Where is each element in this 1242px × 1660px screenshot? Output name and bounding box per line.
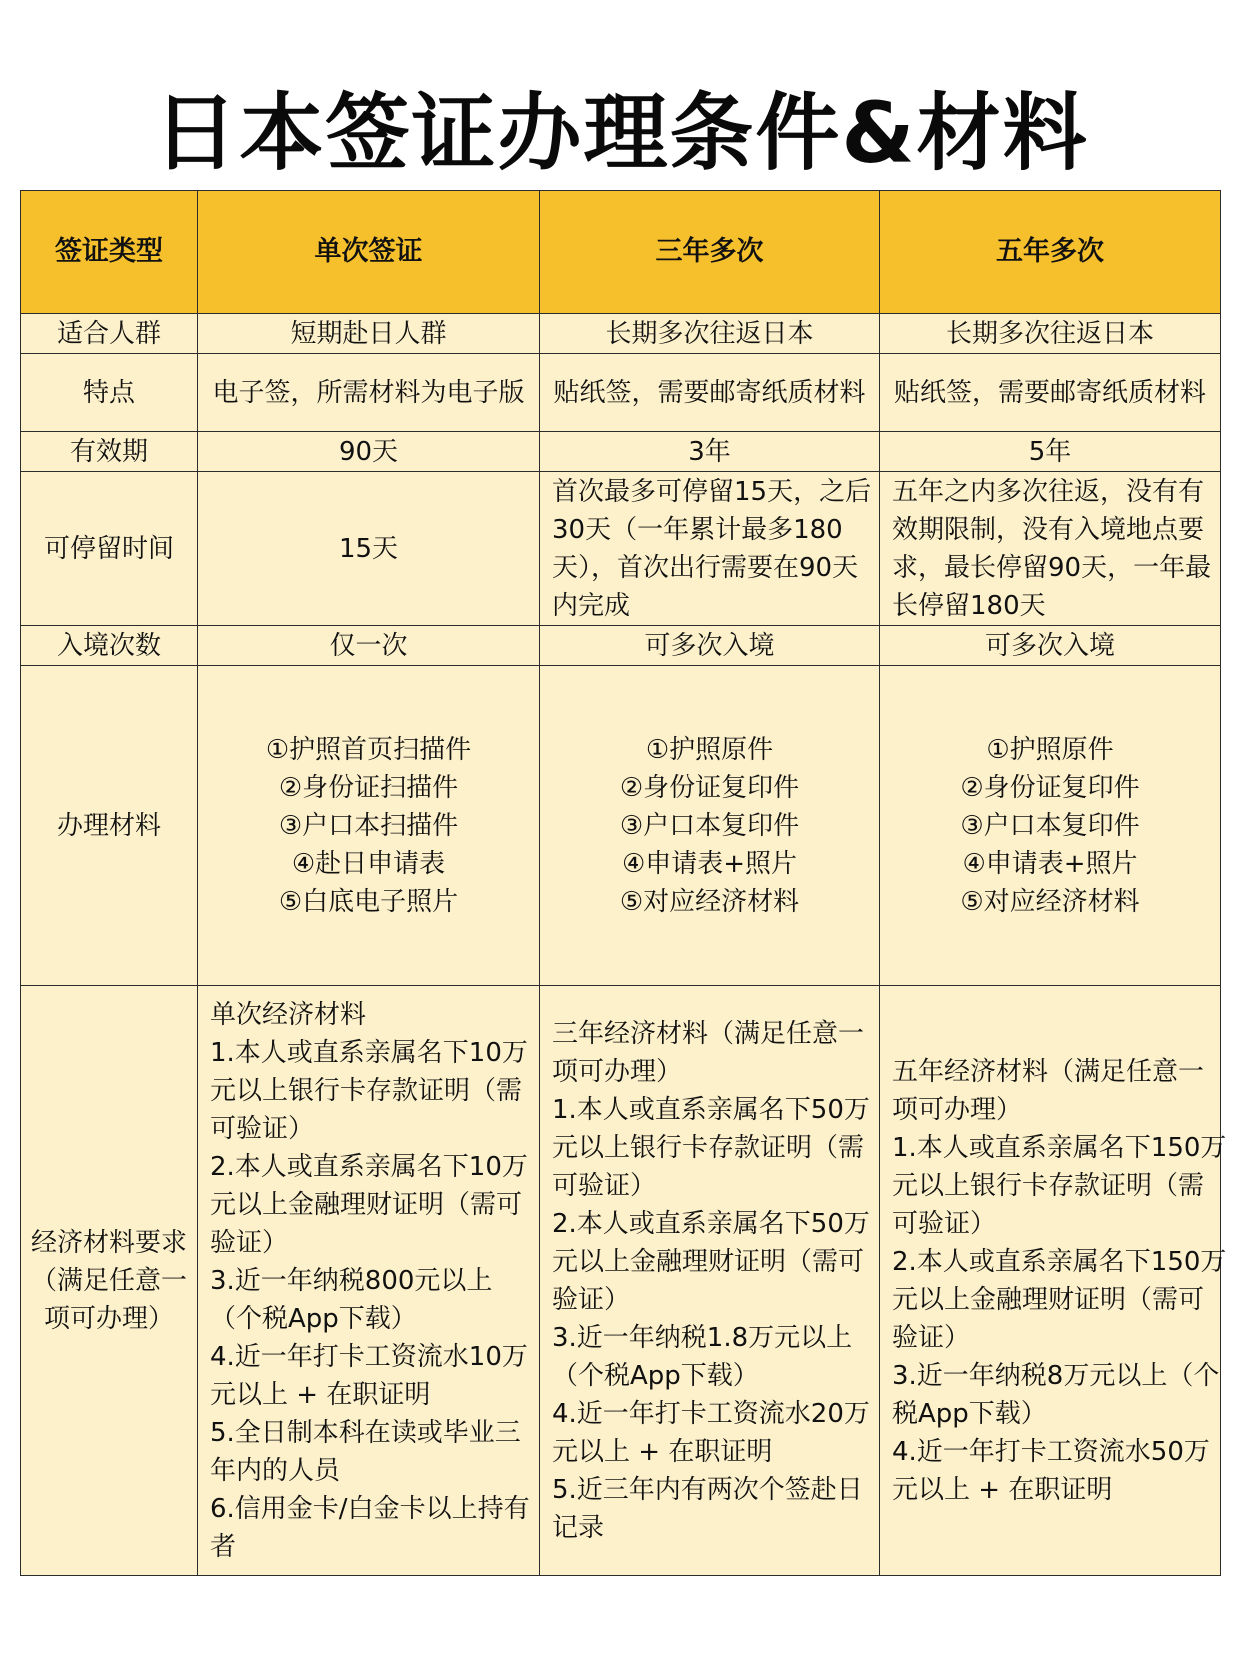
text-line: 年内的人员 xyxy=(210,1455,341,1486)
cell-stay-three-year xyxy=(540,472,880,626)
row-label-stay: 可停留时间 xyxy=(21,472,198,626)
text-line: 元以上 + 在职证明 xyxy=(892,1474,1113,1505)
text-line: （个税App下载） xyxy=(552,1360,759,1391)
cell-materials-three-year xyxy=(540,666,880,986)
text-line: 验证） xyxy=(210,1227,289,1258)
row-financial xyxy=(21,986,1221,1576)
text-line: 3.近一年纳税800元以上 xyxy=(210,1265,493,1296)
cell-entries-three-year: 可多次入境 xyxy=(540,626,880,666)
text-line: 5.近三年内有两次个签赴日 xyxy=(552,1474,863,1505)
cell-suitable-single: 短期赴日人群 xyxy=(198,314,540,354)
text-line: 首次最多可停留15天，之后 xyxy=(552,476,872,507)
text-line: 元以上金融理财证明（需可 xyxy=(892,1284,1205,1315)
text-line: 30天（一年累计最多180 xyxy=(552,514,843,545)
text-line: 1.本人或直系亲属名下10万 xyxy=(210,1037,528,1068)
text-line: 元以上金融理财证明（需可 xyxy=(210,1189,523,1220)
material-item: ①护照首页扫描件 xyxy=(265,734,472,765)
text-line: 元以上金融理财证明（需可 xyxy=(552,1246,865,1277)
material-item: ④赴日申请表 xyxy=(291,848,446,879)
row-label-suitable: 适合人群 xyxy=(21,314,198,354)
text-line: 元以上银行卡存款证明（需 xyxy=(892,1170,1205,1201)
cell-stay-single: 15天 xyxy=(198,472,540,626)
material-item: ①护照原件 xyxy=(986,734,1114,765)
text-line: 求，最长停留90天，一年最 xyxy=(892,552,1212,583)
text-line: 6.信用金卡/白金卡以上持有 xyxy=(210,1493,530,1524)
text-line: 3.近一年纳税8万元以上（个 xyxy=(892,1360,1220,1391)
material-item: ③户口本复印件 xyxy=(960,810,1140,841)
row-materials xyxy=(21,666,1221,986)
row-suitable xyxy=(21,314,1221,354)
header-five-year: 五年多次 xyxy=(880,191,1221,314)
header-three-year: 三年多次 xyxy=(540,191,880,314)
row-label-features: 特点 xyxy=(21,354,198,432)
label-line: （满足任意一 xyxy=(30,1265,187,1296)
material-item: ①护照原件 xyxy=(645,734,774,765)
cell-features-five-year: 贴纸签，需要邮寄纸质材料 xyxy=(880,354,1221,432)
row-validity xyxy=(21,432,1221,472)
cell-materials-single xyxy=(198,666,540,986)
label-line: 项可办理） xyxy=(43,1303,174,1334)
material-item: ⑤对应经济材料 xyxy=(960,886,1140,917)
cell-validity-single: 90天 xyxy=(198,432,540,472)
material-item: ⑤白底电子照片 xyxy=(278,886,459,917)
cell-features-single: 电子签，所需材料为电子版 xyxy=(198,354,540,432)
text-line: 4.近一年打卡工资流水10万 xyxy=(210,1341,528,1372)
text-line: 内完成 xyxy=(552,590,631,621)
text-line: 可验证） xyxy=(892,1208,997,1239)
text-line: 1.本人或直系亲属名下150万 xyxy=(892,1132,1227,1163)
text-line: 3.近一年纳税1.8万元以上 xyxy=(552,1322,853,1353)
row-label-validity: 有效期 xyxy=(21,432,198,472)
material-item: ②身份证扫描件 xyxy=(278,772,459,803)
text-line: 元以上银行卡存款证明（需 xyxy=(210,1075,523,1106)
text-line: 单次经济材料 xyxy=(210,999,367,1030)
row-stay xyxy=(21,472,1221,626)
text-line: 验证） xyxy=(892,1322,971,1353)
page-title: 日本签证办理条件&材料 xyxy=(153,84,1089,182)
row-entries xyxy=(21,626,1221,666)
text-line: 验证） xyxy=(552,1284,631,1315)
material-item: ④申请表+照片 xyxy=(621,848,798,879)
material-item: ②身份证复印件 xyxy=(619,772,800,803)
row-label-financial xyxy=(21,986,198,1576)
cell-stay-five-year xyxy=(880,472,1221,626)
material-item: ②身份证复印件 xyxy=(960,772,1140,803)
cell-suitable-five-year: 长期多次往返日本 xyxy=(880,314,1221,354)
text-line: 效期限制，没有入境地点要 xyxy=(892,514,1205,545)
text-line: 1.本人或直系亲属名下50万 xyxy=(552,1094,870,1125)
header-single-entry: 单次签证 xyxy=(198,191,540,314)
material-item: ③户口本扫描件 xyxy=(278,810,459,841)
cell-validity-five-year: 5年 xyxy=(880,432,1221,472)
text-line: 2.本人或直系亲属名下150万 xyxy=(892,1246,1227,1277)
cell-validity-three-year: 3年 xyxy=(540,432,880,472)
material-item: ⑤对应经济材料 xyxy=(619,886,800,917)
text-line: 元以上 + 在职证明 xyxy=(552,1436,773,1467)
cell-financial-single xyxy=(198,986,540,1576)
visa-comparison-table xyxy=(20,190,1227,1576)
header-row xyxy=(21,191,1221,314)
text-line: 元以上银行卡存款证明（需 xyxy=(552,1132,865,1163)
text-line: 2.本人或直系亲属名下50万 xyxy=(552,1208,870,1239)
text-line: （个税App下载） xyxy=(210,1303,417,1334)
text-line: 五年之内多次往返，没有有 xyxy=(892,476,1205,507)
text-line: 税App下载） xyxy=(892,1398,1047,1429)
cell-financial-three-year xyxy=(540,986,880,1576)
text-line: 记录 xyxy=(552,1512,605,1543)
row-label-entries: 入境次数 xyxy=(21,626,198,666)
text-line: 项可办理） xyxy=(552,1056,683,1087)
text-line: 者 xyxy=(210,1531,237,1562)
text-line: 天），首次出行需要在90天 xyxy=(552,552,859,583)
row-label-materials: 办理材料 xyxy=(21,666,198,986)
cell-materials-five-year xyxy=(880,666,1221,986)
cell-entries-single: 仅一次 xyxy=(198,626,540,666)
text-line: 可验证） xyxy=(210,1113,315,1144)
row-features xyxy=(21,354,1221,432)
cell-financial-five-year xyxy=(880,986,1227,1576)
text-line: 五年经济材料（满足任意一 xyxy=(892,1056,1205,1087)
header-visa-type: 签证类型 xyxy=(21,191,198,314)
text-line: 4.近一年打卡工资流水20万 xyxy=(552,1398,870,1429)
text-line: 项可办理） xyxy=(892,1094,1023,1125)
material-item: ④申请表+照片 xyxy=(962,848,1138,879)
cell-suitable-three-year: 长期多次往返日本 xyxy=(540,314,880,354)
cell-entries-five-year: 可多次入境 xyxy=(880,626,1221,666)
cell-features-three-year: 贴纸签，需要邮寄纸质材料 xyxy=(540,354,880,432)
label-line: 经济材料要求 xyxy=(30,1227,187,1258)
text-line: 长停留180天 xyxy=(892,590,1046,621)
text-line: 2.本人或直系亲属名下10万 xyxy=(210,1151,528,1182)
text-line: 4.近一年打卡工资流水50万 xyxy=(892,1436,1210,1467)
text-line: 5.全日制本科在读或毕业三 xyxy=(210,1417,521,1448)
text-line: 元以上 + 在职证明 xyxy=(210,1379,431,1410)
material-item: ③户口本复印件 xyxy=(619,810,800,841)
text-line: 可验证） xyxy=(552,1170,657,1201)
text-line: 三年经济材料（满足任意一 xyxy=(552,1018,865,1049)
